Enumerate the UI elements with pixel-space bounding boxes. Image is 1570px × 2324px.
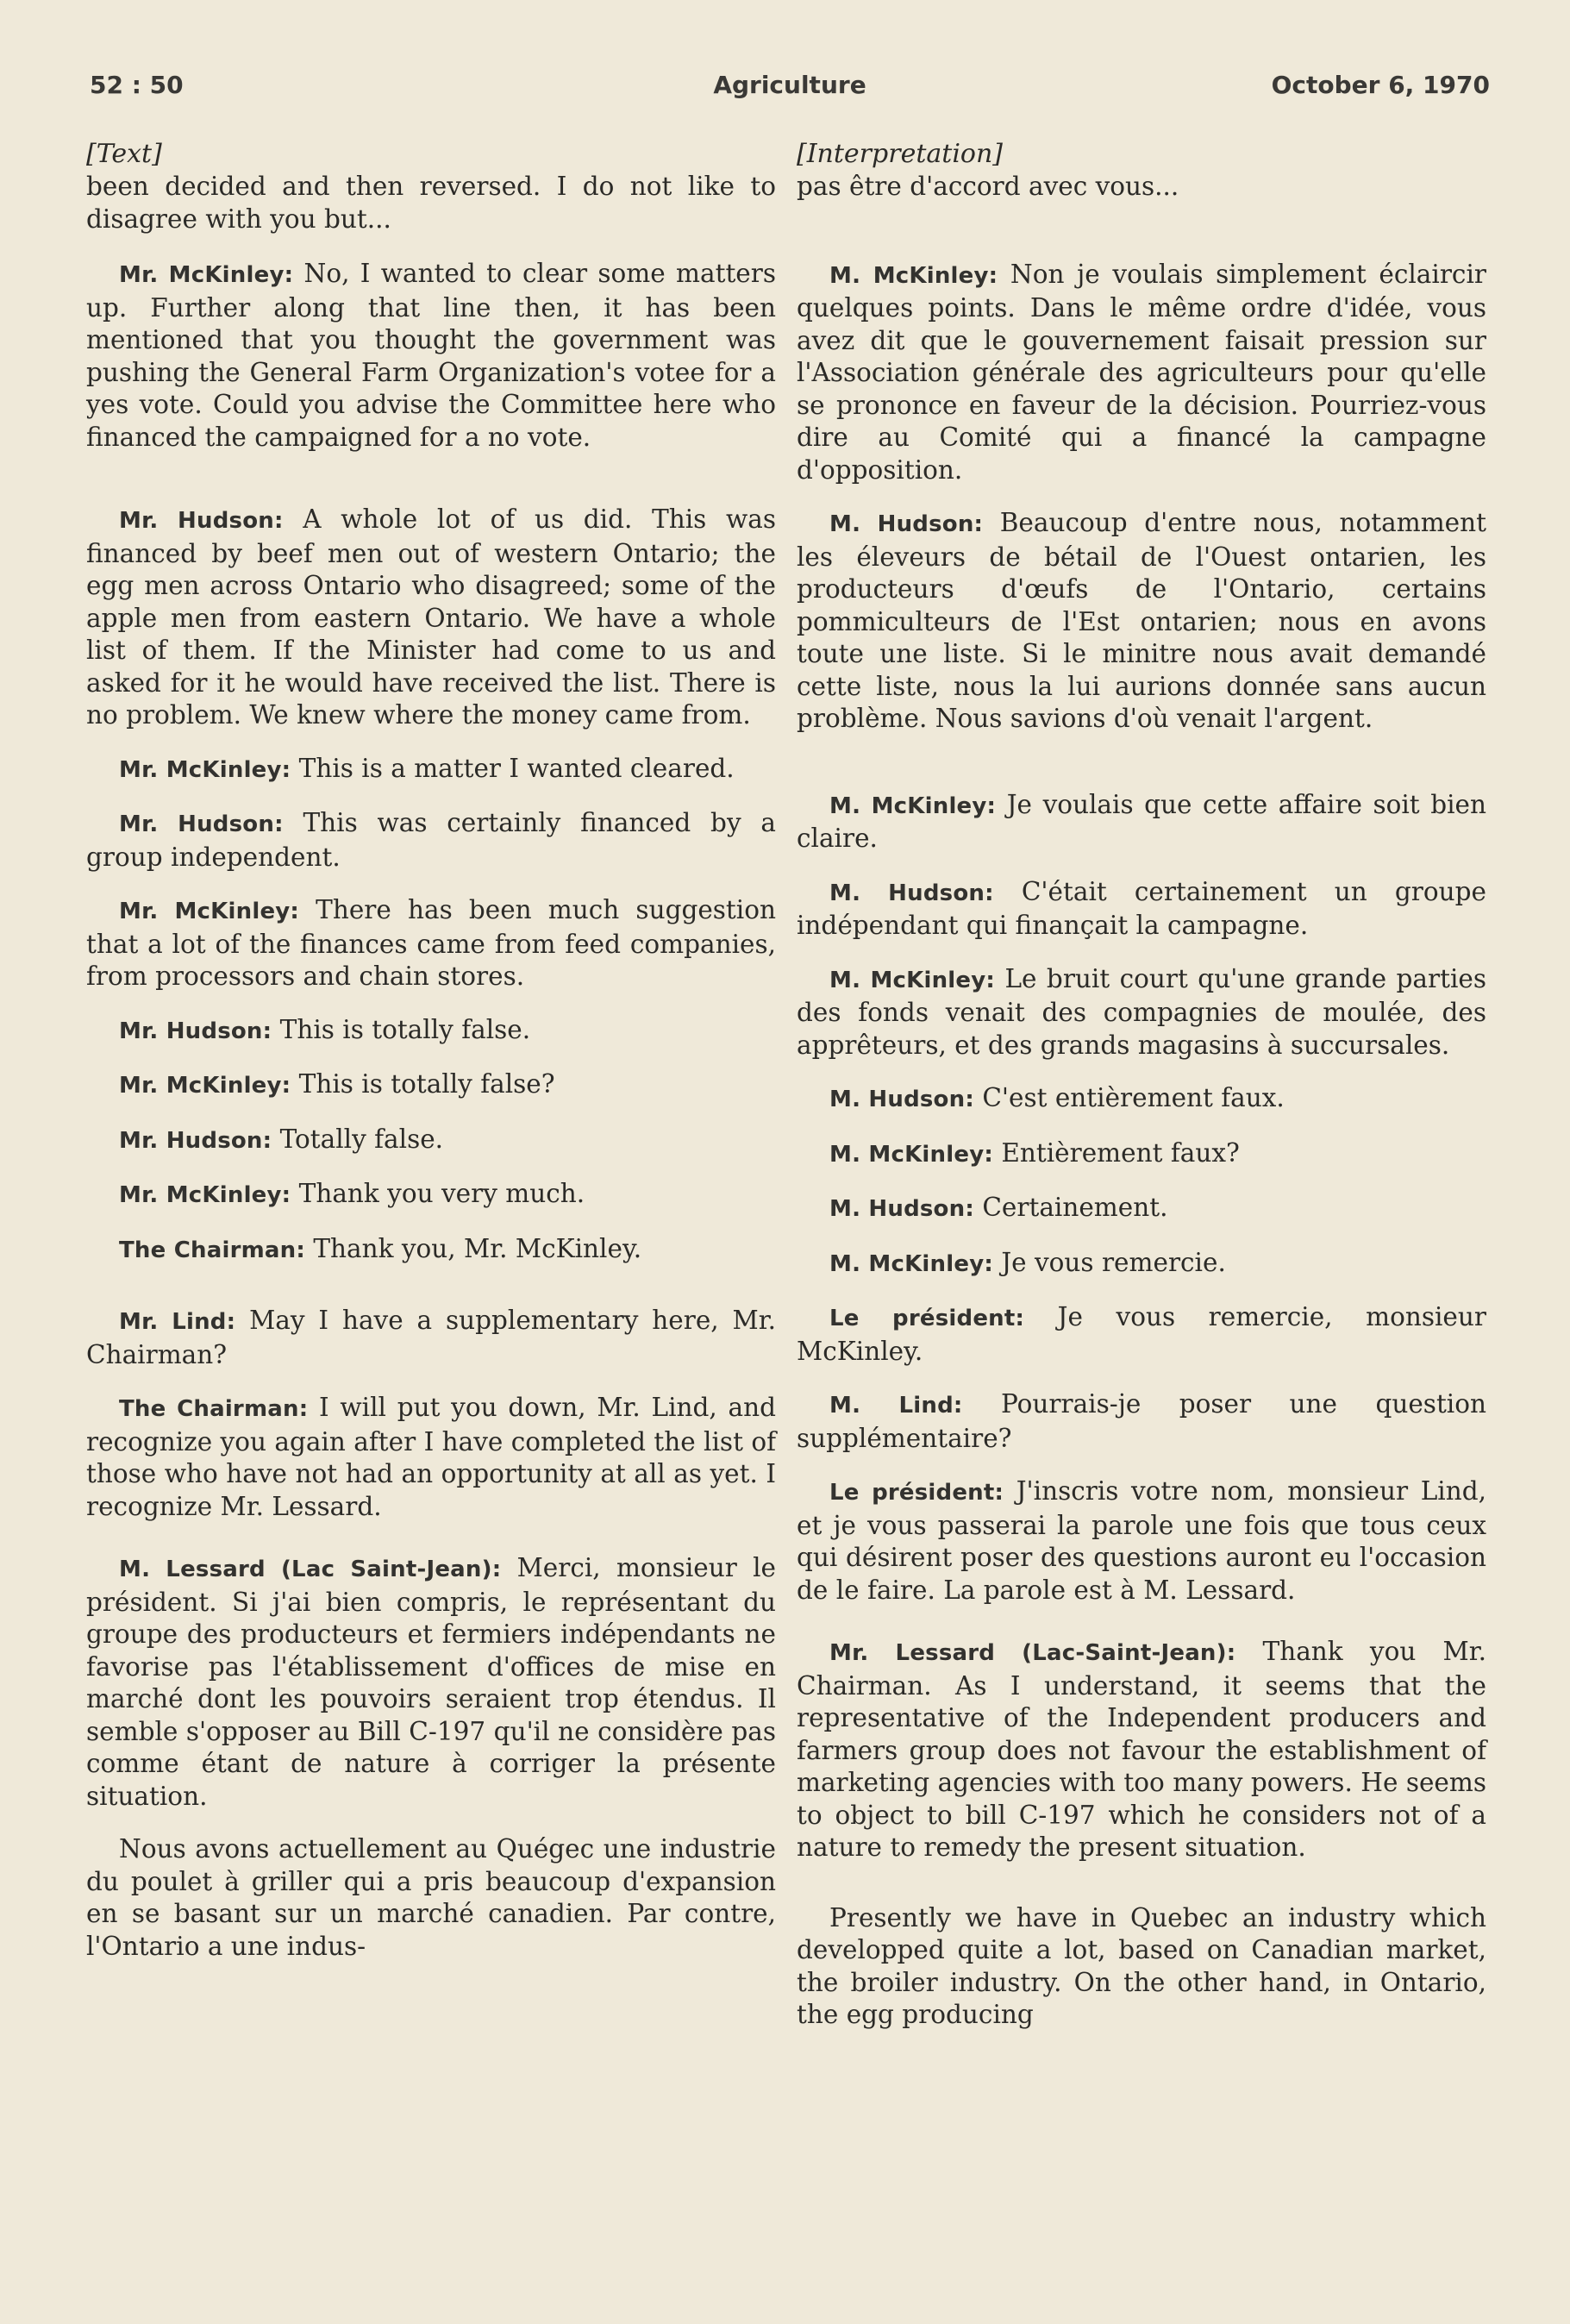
paragraph-text: A whole lot of us did. This was financed by beef men out of western Ontario; the egg men across Ontario who disagreed; some of the apple men from eastern Ontario. We have a whole list of them. If the Minister had come to us and asked for it he would have received the list. There is no problem. We knew where the money came from. — [86, 504, 776, 730]
speaker-name: Mr. Lessard (Lac-Saint-Jean): — [829, 1640, 1236, 1666]
paragraph — [797, 1636, 1486, 1864]
speaker-name: Mr. McKinley: — [119, 1182, 291, 1208]
speaker-name: Mr. Hudson: — [119, 1018, 272, 1044]
paragraph — [797, 1137, 1486, 1172]
speaker-name: Mr. McKinley: — [119, 262, 294, 288]
speaker-name: M. McKinley: — [829, 1250, 993, 1277]
paragraph — [86, 894, 776, 993]
paragraph — [797, 789, 1486, 855]
page-number: 52 : 50 — [90, 71, 184, 99]
speaker-name: Mr. McKinley: — [119, 899, 300, 924]
speaker-name: M. McKinley: — [829, 1141, 993, 1168]
paragraph — [86, 1233, 776, 1268]
speaker-name: Mr. Hudson: — [119, 1127, 272, 1154]
paragraph-text: C'est entièrement faux. — [982, 1083, 1285, 1112]
paragraph-text: There has been much suggestion that a lot of the finances came from feed companies, from processors and chain stores. — [86, 895, 776, 991]
speaker-name: The Chairman: — [119, 1396, 309, 1422]
paragraph — [86, 807, 776, 874]
paragraph-text: Non je voulais simplement éclaircir quelques points. Dans le même ordre d'idée, vous avez dit que le gouvernement faisait pression sur l'Association générale des agriculteurs pour qu'elle se prononce en faveur de la décision. Pourriez-vous dire au Comité qui a financé la campagne d'opposition. — [797, 259, 1486, 485]
speaker-name: M. McKinley: — [829, 967, 996, 993]
speaker-name: Mr. Lind: — [119, 1309, 236, 1335]
paragraph — [797, 1475, 1486, 1607]
paragraph — [797, 963, 1486, 1062]
paragraph-text: Je voulais que cette affaire soit bien claire. — [797, 789, 1486, 853]
right-column — [797, 138, 1486, 2032]
paragraph-text: This was certainly financed by a group independent. — [86, 808, 776, 872]
paragraph-text: Presently we have in Quebec an industry which developped quite a lot, based on Canadian market, the broiler industry. On the other hand, in Ontario, the egg producing — [797, 1902, 1486, 2029]
paragraph-text: May I have a supplementary here, Mr. Chairman? — [86, 1306, 776, 1369]
paragraph-text: Thank you Mr. Chairman. As I understand, it seems that the representative of the Independent producers and farmers group does not favour the establishment of marketing agencies with too many powers. He seems to object to bill C-197 which he considers not of a nature to remedy the present situation. — [797, 1637, 1486, 1862]
paragraph-text: I will put you down, Mr. Lind, and recognize you again after I have completed the list of those who have not had an opportunity at all as yet. I recognize Mr. Lessard. — [86, 1393, 776, 1521]
paragraph — [86, 1392, 776, 1523]
speaker-name: Mr. McKinley: — [119, 756, 291, 783]
paragraph — [86, 258, 776, 454]
paragraph — [86, 1124, 776, 1158]
page-header — [90, 71, 1490, 109]
paragraph — [797, 1192, 1486, 1226]
paragraph-text: been decided and then reversed. I do not like to disagree with you but... — [86, 172, 776, 234]
paragraph — [797, 1082, 1486, 1117]
paragraph — [86, 1833, 776, 1963]
paragraph-text: Beaucoup d'entre nous, notamment les éleveurs de bétail de l'Ouest ontarien, les producteurs d'œufs de l'Ontario, certains pommiculteurs de l'Est ontarien; nous en avons toute une liste. Si le minitre nous avait demandé cette liste, nous la lui aurions donnée sans aucun problème. Nous savions d'où venait l'argent. — [797, 508, 1486, 733]
paragraph — [86, 1305, 776, 1371]
paragraph-text: pas être d'accord avec vous... — [797, 172, 1179, 201]
paragraph-text: Totally false. — [279, 1124, 444, 1154]
paragraph-text: This is a matter I wanted cleared. — [298, 753, 735, 783]
paragraph-text: Le bruit court qu'une grande parties des fonds venait des compagnies de moulée, des apprêteurs, et des grands magasins à succursales. — [797, 963, 1486, 1060]
paragraph — [86, 1014, 776, 1049]
paragraph-text: Pourrais-je poser une question supplémentaire? — [797, 1389, 1486, 1453]
paragraph-text: Thank you, Mr. McKinley. — [313, 1233, 642, 1263]
speaker-name: M. McKinley: — [829, 262, 998, 289]
paragraph-text: Thank you very much. — [298, 1179, 585, 1208]
speaker-name: M. Lessard (Lac Saint-Jean): — [119, 1557, 502, 1582]
paragraph — [797, 1902, 1486, 2032]
paragraph-text: Je vous remercie, monsieur McKinley. — [797, 1302, 1486, 1366]
paragraph-text: J'inscris votre nom, monsieur Lind, et je vous passerai la parole une fois que tous ceux qui désirent poser des questions auront eu l'occasion de le faire. La parole est à M. Lessard. — [797, 1476, 1486, 1605]
paragraph — [86, 1068, 776, 1103]
paragraph — [86, 753, 776, 787]
speaker-name: Mr. McKinley: — [119, 1073, 291, 1099]
speaker-name: M. McKinley: — [829, 792, 997, 819]
paragraph-text: This is totally false? — [298, 1069, 555, 1099]
paragraph-text: C'était certainement un groupe indépendant qui finançait la campagne. — [797, 876, 1486, 940]
left-column — [86, 138, 776, 1963]
paragraph-text: Certainement. — [982, 1193, 1168, 1222]
paragraph — [86, 1552, 776, 1813]
right-column-heading: [Interpretation] — [797, 139, 1004, 169]
speaker-name: M. Lind: — [829, 1393, 963, 1419]
paragraph-text: Entièrement faux? — [1001, 1137, 1240, 1168]
speaker-name: Mr. Hudson: — [119, 508, 284, 534]
paragraph-text: Merci, monsieur le président. Si j'ai bien compris, le représentant du groupe des producteurs et fermiers indépendants ne favorise pas l'établissement d'offices de mise en marché dont les pouvoirs seraient trop étendus. Il semble s'opposer au Bill C-197 qu'il ne considère pas comme étant de nature à corriger la présente situation. — [86, 1553, 776, 1811]
paragraph — [86, 1178, 776, 1212]
speaker-name: M. Hudson: — [829, 1087, 974, 1112]
paragraph — [86, 171, 776, 235]
speaker-name: Le président: — [829, 1480, 1004, 1506]
paragraph — [797, 171, 1486, 204]
speaker-name: M. Hudson: — [829, 1196, 974, 1222]
paragraph — [86, 504, 776, 732]
paragraph — [797, 1247, 1486, 1281]
header-date: October 6, 1970 — [1271, 71, 1490, 99]
left-column-heading: [Text] — [86, 139, 162, 169]
speaker-name: Le président: — [829, 1306, 1025, 1331]
paragraph — [797, 259, 1486, 487]
paragraph — [797, 507, 1486, 736]
paragraph — [797, 1301, 1486, 1368]
speaker-name: M. Hudson: — [829, 880, 994, 906]
speaker-name: Mr. Hudson: — [119, 811, 284, 837]
paragraph-text: Je vous remercie. — [1001, 1247, 1226, 1277]
paragraph — [797, 876, 1486, 943]
speaker-name: The Chairman: — [119, 1237, 305, 1263]
paragraph-text: Nous avons actuellement au Quégec une industrie du poulet à griller qui a pris beaucoup d'expansion en se basant sur un marché canadien. Par contre, l'Ontario a une indus- — [86, 1834, 776, 1961]
paragraph-text: This is totally false. — [279, 1014, 531, 1044]
paragraph-text: No, I wanted to clear some matters up. Further along that line then, it has been mentioned that you thought the government was pushing the General Farm Organization's votee for a yes vote. Could you advise the Committee here who financed the campaigned for a no vote. — [86, 259, 777, 452]
header-title: Agriculture — [713, 71, 866, 99]
speaker-name: M. Hudson: — [829, 511, 984, 537]
paragraph — [797, 1388, 1486, 1455]
